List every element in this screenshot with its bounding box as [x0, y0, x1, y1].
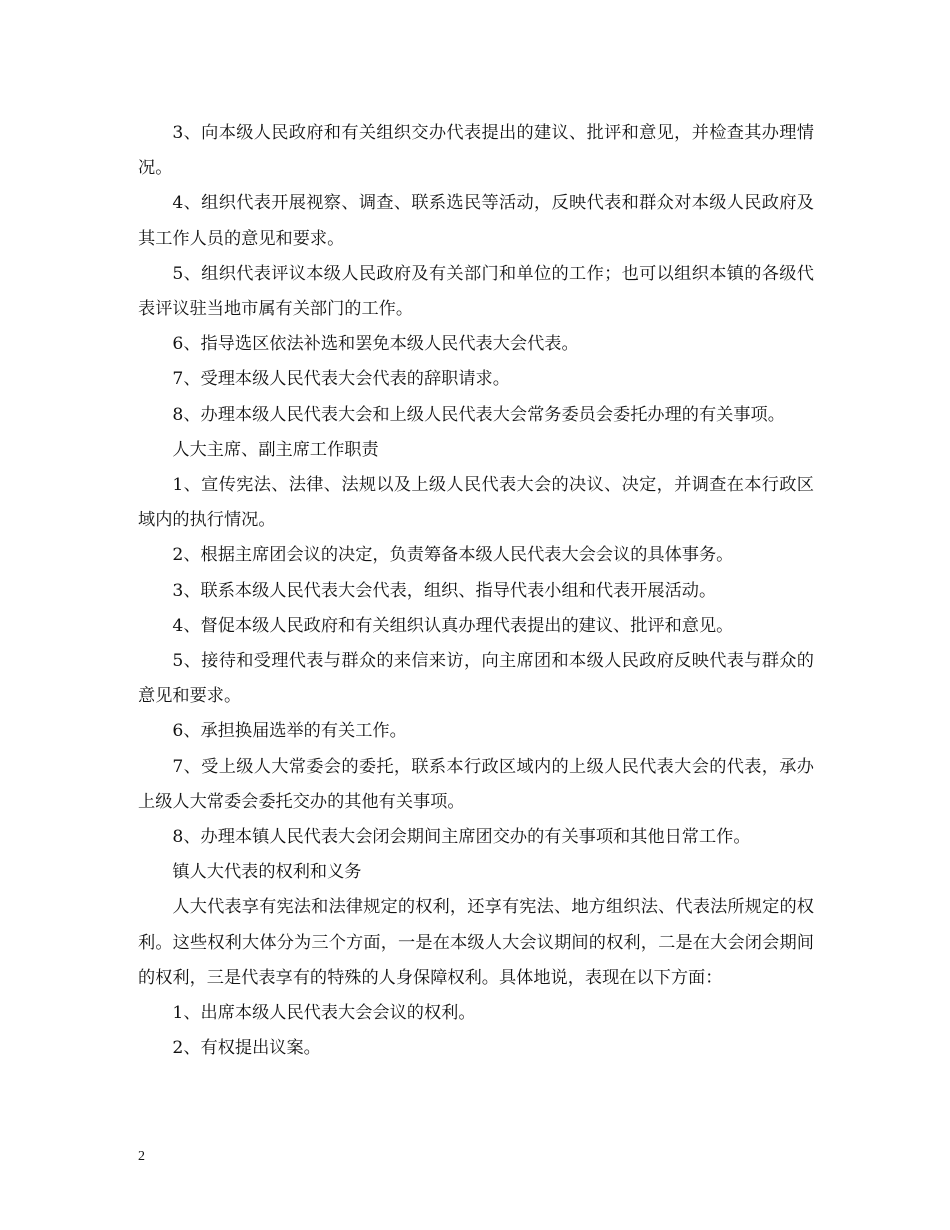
paragraph: 6、承担换届选举的有关工作。: [172, 721, 407, 742]
paragraph: 1、宣传宪法、法律、法规以及上级人民代表大会的决议、决定，并调查在本行政区域内的执行情况。: [138, 475, 814, 531]
paragraph: 4、督促本级人民政府和有关组织认真办理代表提出的建议、批评和意见。: [172, 615, 734, 636]
paragraph: 人大代表享有宪法和法律规定的权利，还享有宪法、地方组织法、代表法所规定的权利。这些权利大体分为三个方面，一是在本级人大会议期间的权利，二是在大会闭会期间的权利，三是代表享有的特殊的人身保障权利。具体地说，表现在以下方面：: [138, 897, 814, 988]
paragraph: 7、受上级人大常委会的委托，联系本行政区域内的上级人民代表大会的代表，承办上级人大常委会委托交办的其他有关事项。: [138, 756, 814, 812]
paragraph: 3、联系本级人民代表大会代表，组织、指导代表小组和代表开展活动。: [172, 580, 717, 601]
section-heading: 人大主席、副主席工作职责: [172, 439, 379, 460]
paragraph: 5、组织代表评议本级人民政府及有关部门和单位的工作；也可以组织本镇的各级代表评议驻当地市属有关部门的工作。: [138, 263, 814, 320]
paragraph: 8、办理本镇人民代表大会闭会期间主席团交办的有关事项和其他日常工作。: [172, 827, 751, 848]
paragraph: 8、办理本级人民代表大会和上级人民代表大会常务委员会委托办理的有关事项。: [172, 404, 785, 425]
page-number: 2: [138, 1149, 145, 1164]
document-body: [138, 116, 814, 1066]
paragraph: 5、接待和受理代表与群众的来信来访，向主席团和本级人民政府反映代表与群众的意见和要求。: [138, 651, 814, 707]
paragraph: 6、指导选区依法补选和罢免本级人民代表大会代表。: [172, 334, 579, 355]
paragraph: 7、受理本级人民代表大会代表的辞职请求。: [172, 369, 510, 390]
paragraph: 2、有权提出议案。: [172, 1038, 321, 1059]
paragraph: 4、组织代表开展视察、调查、联系选民等活动，反映代表和群众对本级人民政府及其工作人员的意见和要求。: [138, 193, 814, 249]
paragraph: 2、根据主席团会议的决定，负责筹备本级人民代表大会会议的具体事务。: [172, 545, 734, 566]
section-heading: 镇人大代表的权利和义务: [172, 862, 362, 883]
paragraph: 1、出席本级人民代表大会会议的权利。: [172, 1003, 476, 1024]
paragraph: 3、向本级人民政府和有关组织交办代表提出的建议、批评和意见，并检查其办理情况。: [138, 123, 814, 179]
